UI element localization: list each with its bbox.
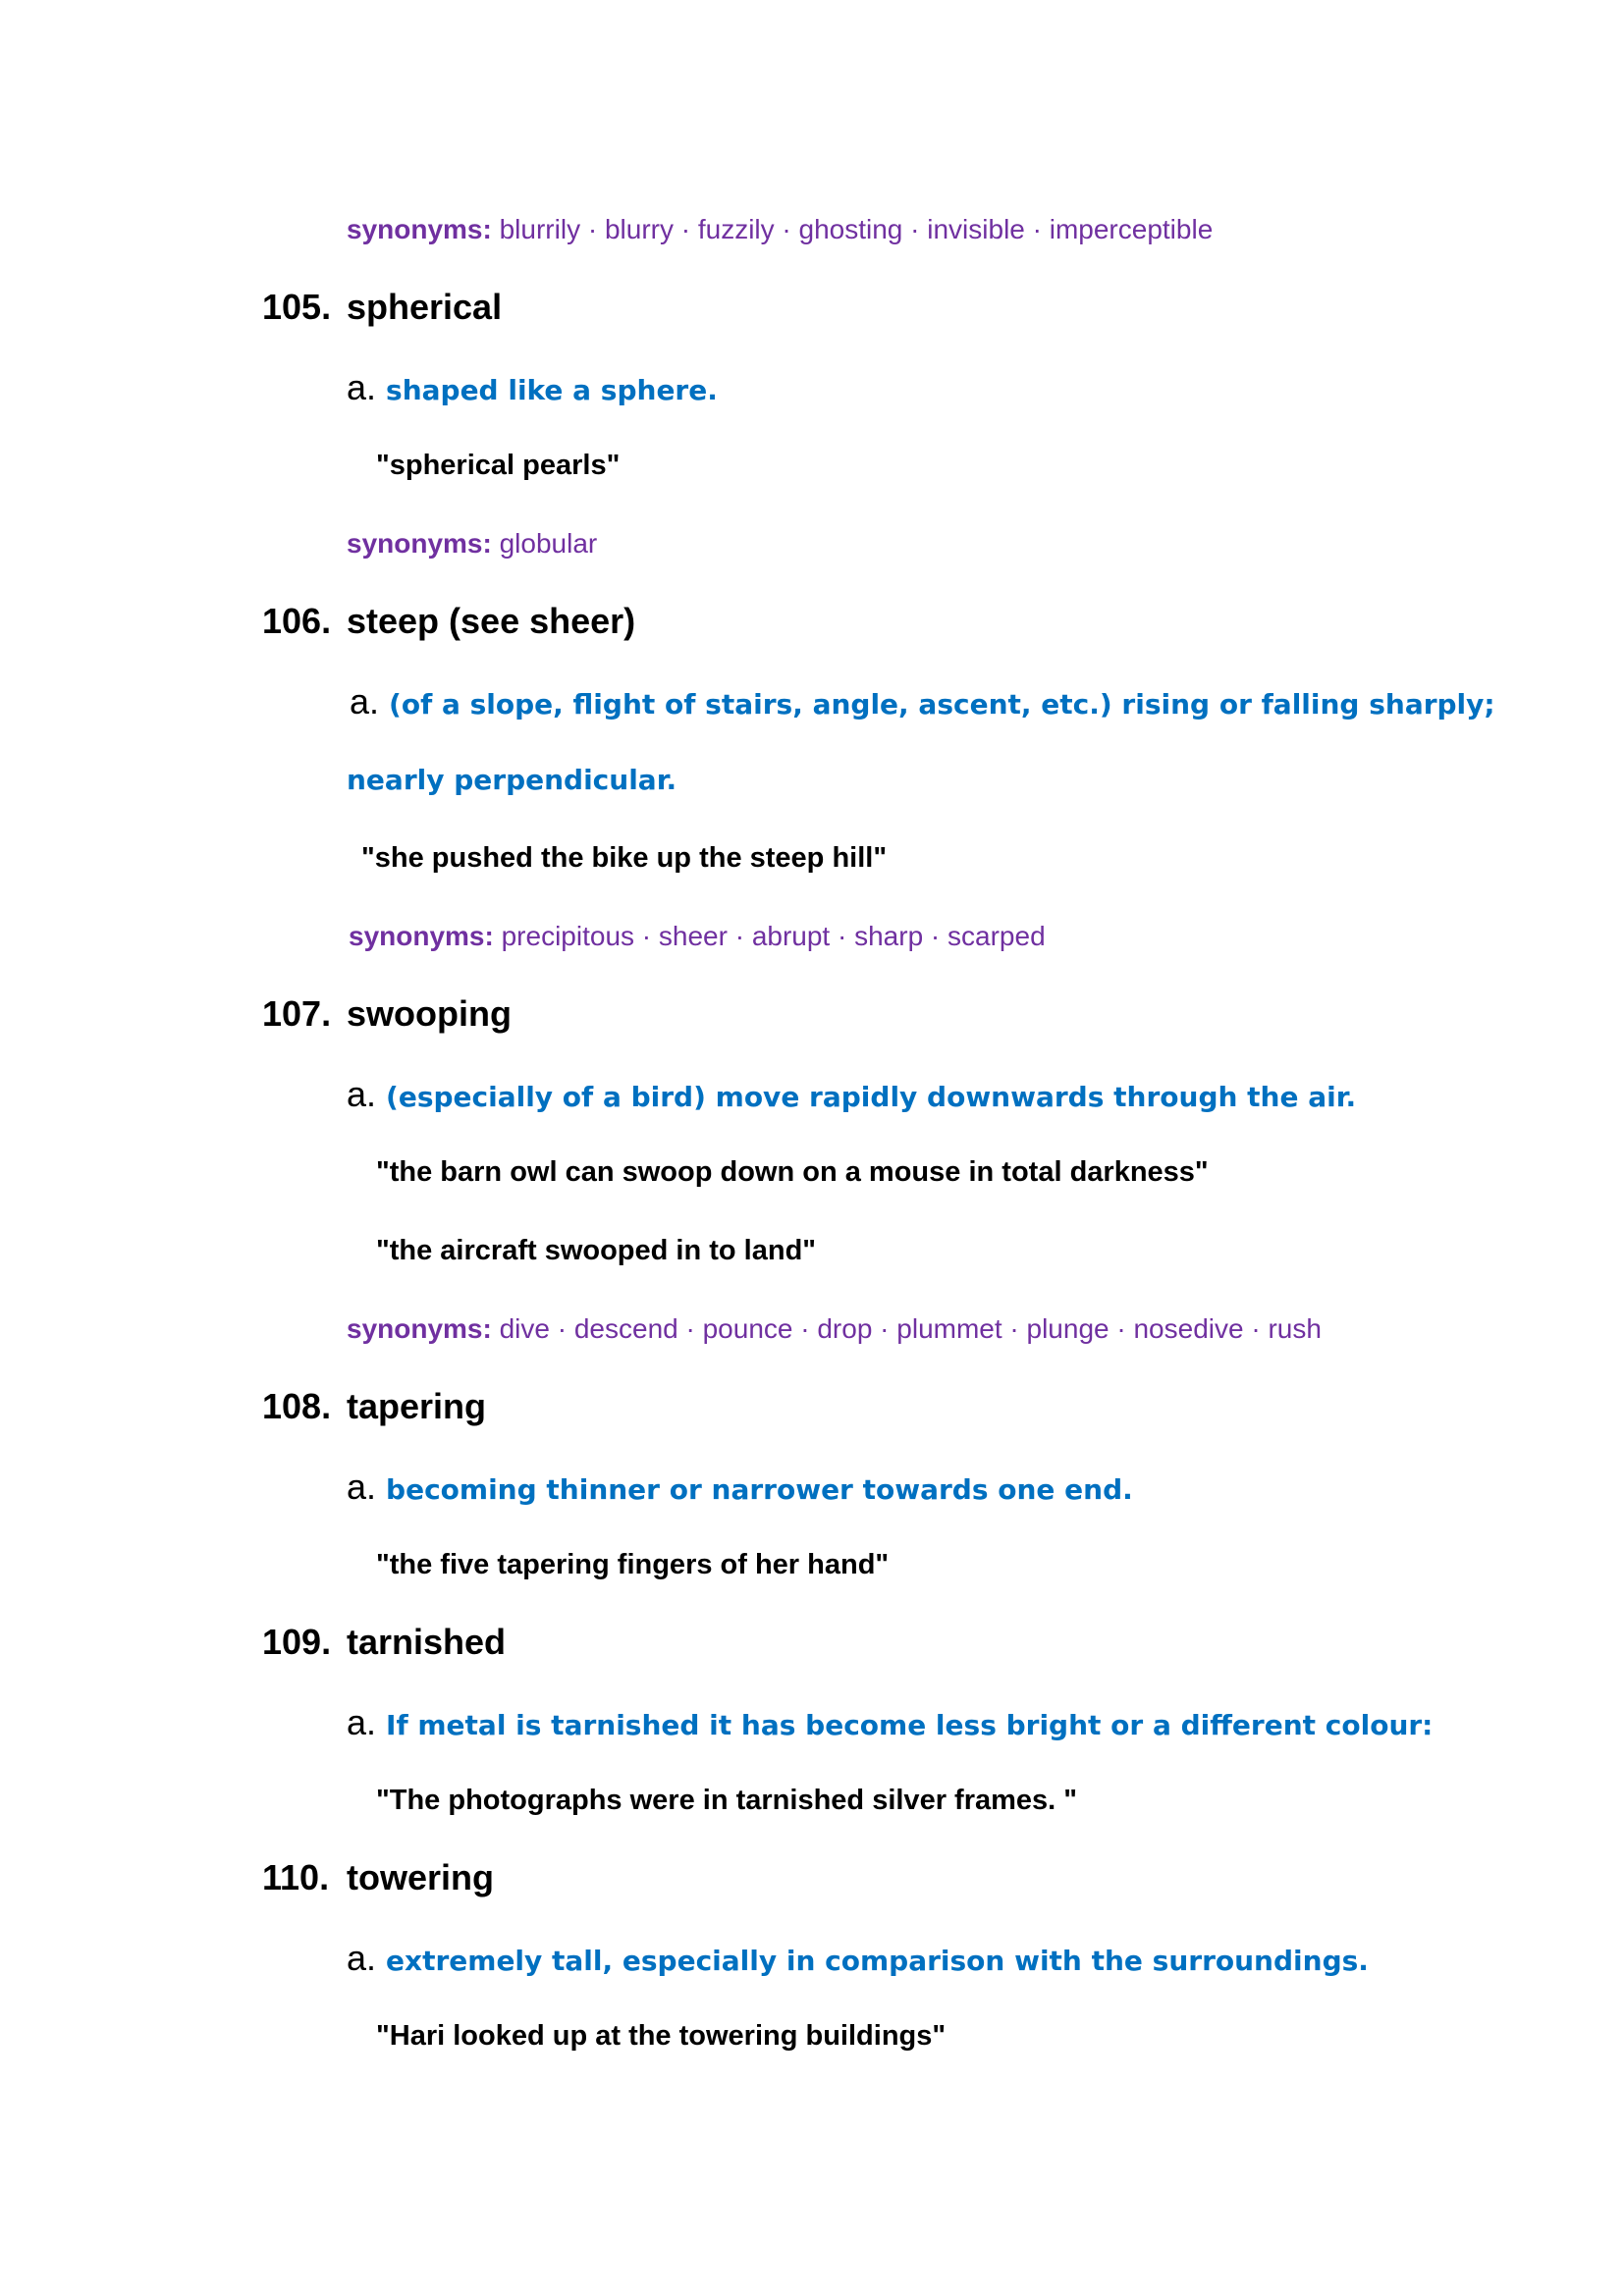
entry-heading (262, 1857, 494, 1898)
definition-text: (especially of a bird) move rapidly downwards through the air. (386, 1081, 1357, 1113)
definition-letter: a. (347, 1074, 377, 1114)
synonyms-list: precipitous · sheer · abrupt · sharp · scarped (501, 921, 1046, 951)
definition (347, 367, 718, 408)
entry-word: tapering (347, 1386, 487, 1426)
example-sentence: "the barn owl can swoop down on a mouse in total darkness" (376, 1156, 1209, 1188)
synonyms-line (347, 528, 597, 560)
definition-text: becoming thinner or narrower towards one end. (386, 1473, 1133, 1506)
entry-heading (262, 1386, 486, 1427)
entry-number: 107. (262, 993, 332, 1034)
example-sentence: "spherical pearls" (376, 450, 621, 481)
definition-letter: a. (347, 1702, 377, 1742)
definition-continuation: nearly perpendicular. (347, 764, 677, 796)
entry-number: 105. (262, 287, 332, 327)
definition-text: If metal is tarnished it has become less bright or a different colour: (386, 1709, 1434, 1741)
entry-word: spherical (347, 287, 503, 327)
definition-letter: a. (347, 1467, 377, 1507)
synonyms-label: synonyms: (347, 214, 492, 244)
synonyms-list: globular (499, 528, 598, 559)
entry-number: 110. (262, 1857, 330, 1897)
synonyms-line (347, 1313, 1322, 1345)
entry-number: 106. (262, 601, 332, 641)
example-sentence: "the five tapering fingers of her hand" (376, 1549, 890, 1580)
entry-number: 109. (262, 1622, 332, 1662)
entry-heading (262, 601, 635, 642)
definition (347, 1074, 1356, 1115)
entry-word: towering (347, 1857, 494, 1897)
example-sentence: "she pushed the bike up the steep hill" (361, 842, 888, 874)
synonyms-line (349, 921, 1046, 952)
entry-heading (262, 1622, 506, 1663)
synonyms-list: blurrily · blurry · fuzzily · ghosting · invisible · imperceptible (499, 214, 1214, 244)
entry-heading (262, 287, 502, 328)
definition-letter: a. (347, 367, 377, 407)
synonyms-label: synonyms: (349, 921, 494, 951)
definition-text: shaped like a sphere. (386, 374, 718, 406)
synonyms-label: synonyms: (347, 528, 492, 559)
definition-letter: a. (350, 681, 380, 721)
synonyms-label: synonyms: (347, 1313, 492, 1344)
definition-text: extremely tall, especially in comparison with the surroundings. (386, 1945, 1369, 1977)
entry-word: steep (see sheer) (347, 601, 636, 641)
entry-heading (262, 993, 512, 1035)
definition (350, 681, 1495, 722)
definition-text: (of a slope, flight of stairs, angle, ascent, etc.) rising or falling sharply; (389, 688, 1495, 721)
entry-word: tarnished (347, 1622, 507, 1662)
definition-letter: a. (347, 1938, 377, 1978)
example-sentence: "The photographs were in tarnished silver frames. " (376, 1785, 1078, 1816)
synonyms-list: dive · descend · pounce · drop · plummet · plunge · nosedive · rush (499, 1313, 1322, 1344)
definition (347, 1702, 1433, 1743)
definition (347, 1938, 1369, 1979)
example-sentence: "Hari looked up at the towering buildings" (376, 2020, 947, 2052)
synonyms-line (347, 214, 1213, 245)
entry-word: swooping (347, 993, 512, 1034)
definition (347, 1467, 1133, 1508)
example-sentence: "the aircraft swooped in to land" (376, 1235, 817, 1266)
entry-number: 108. (262, 1386, 332, 1426)
